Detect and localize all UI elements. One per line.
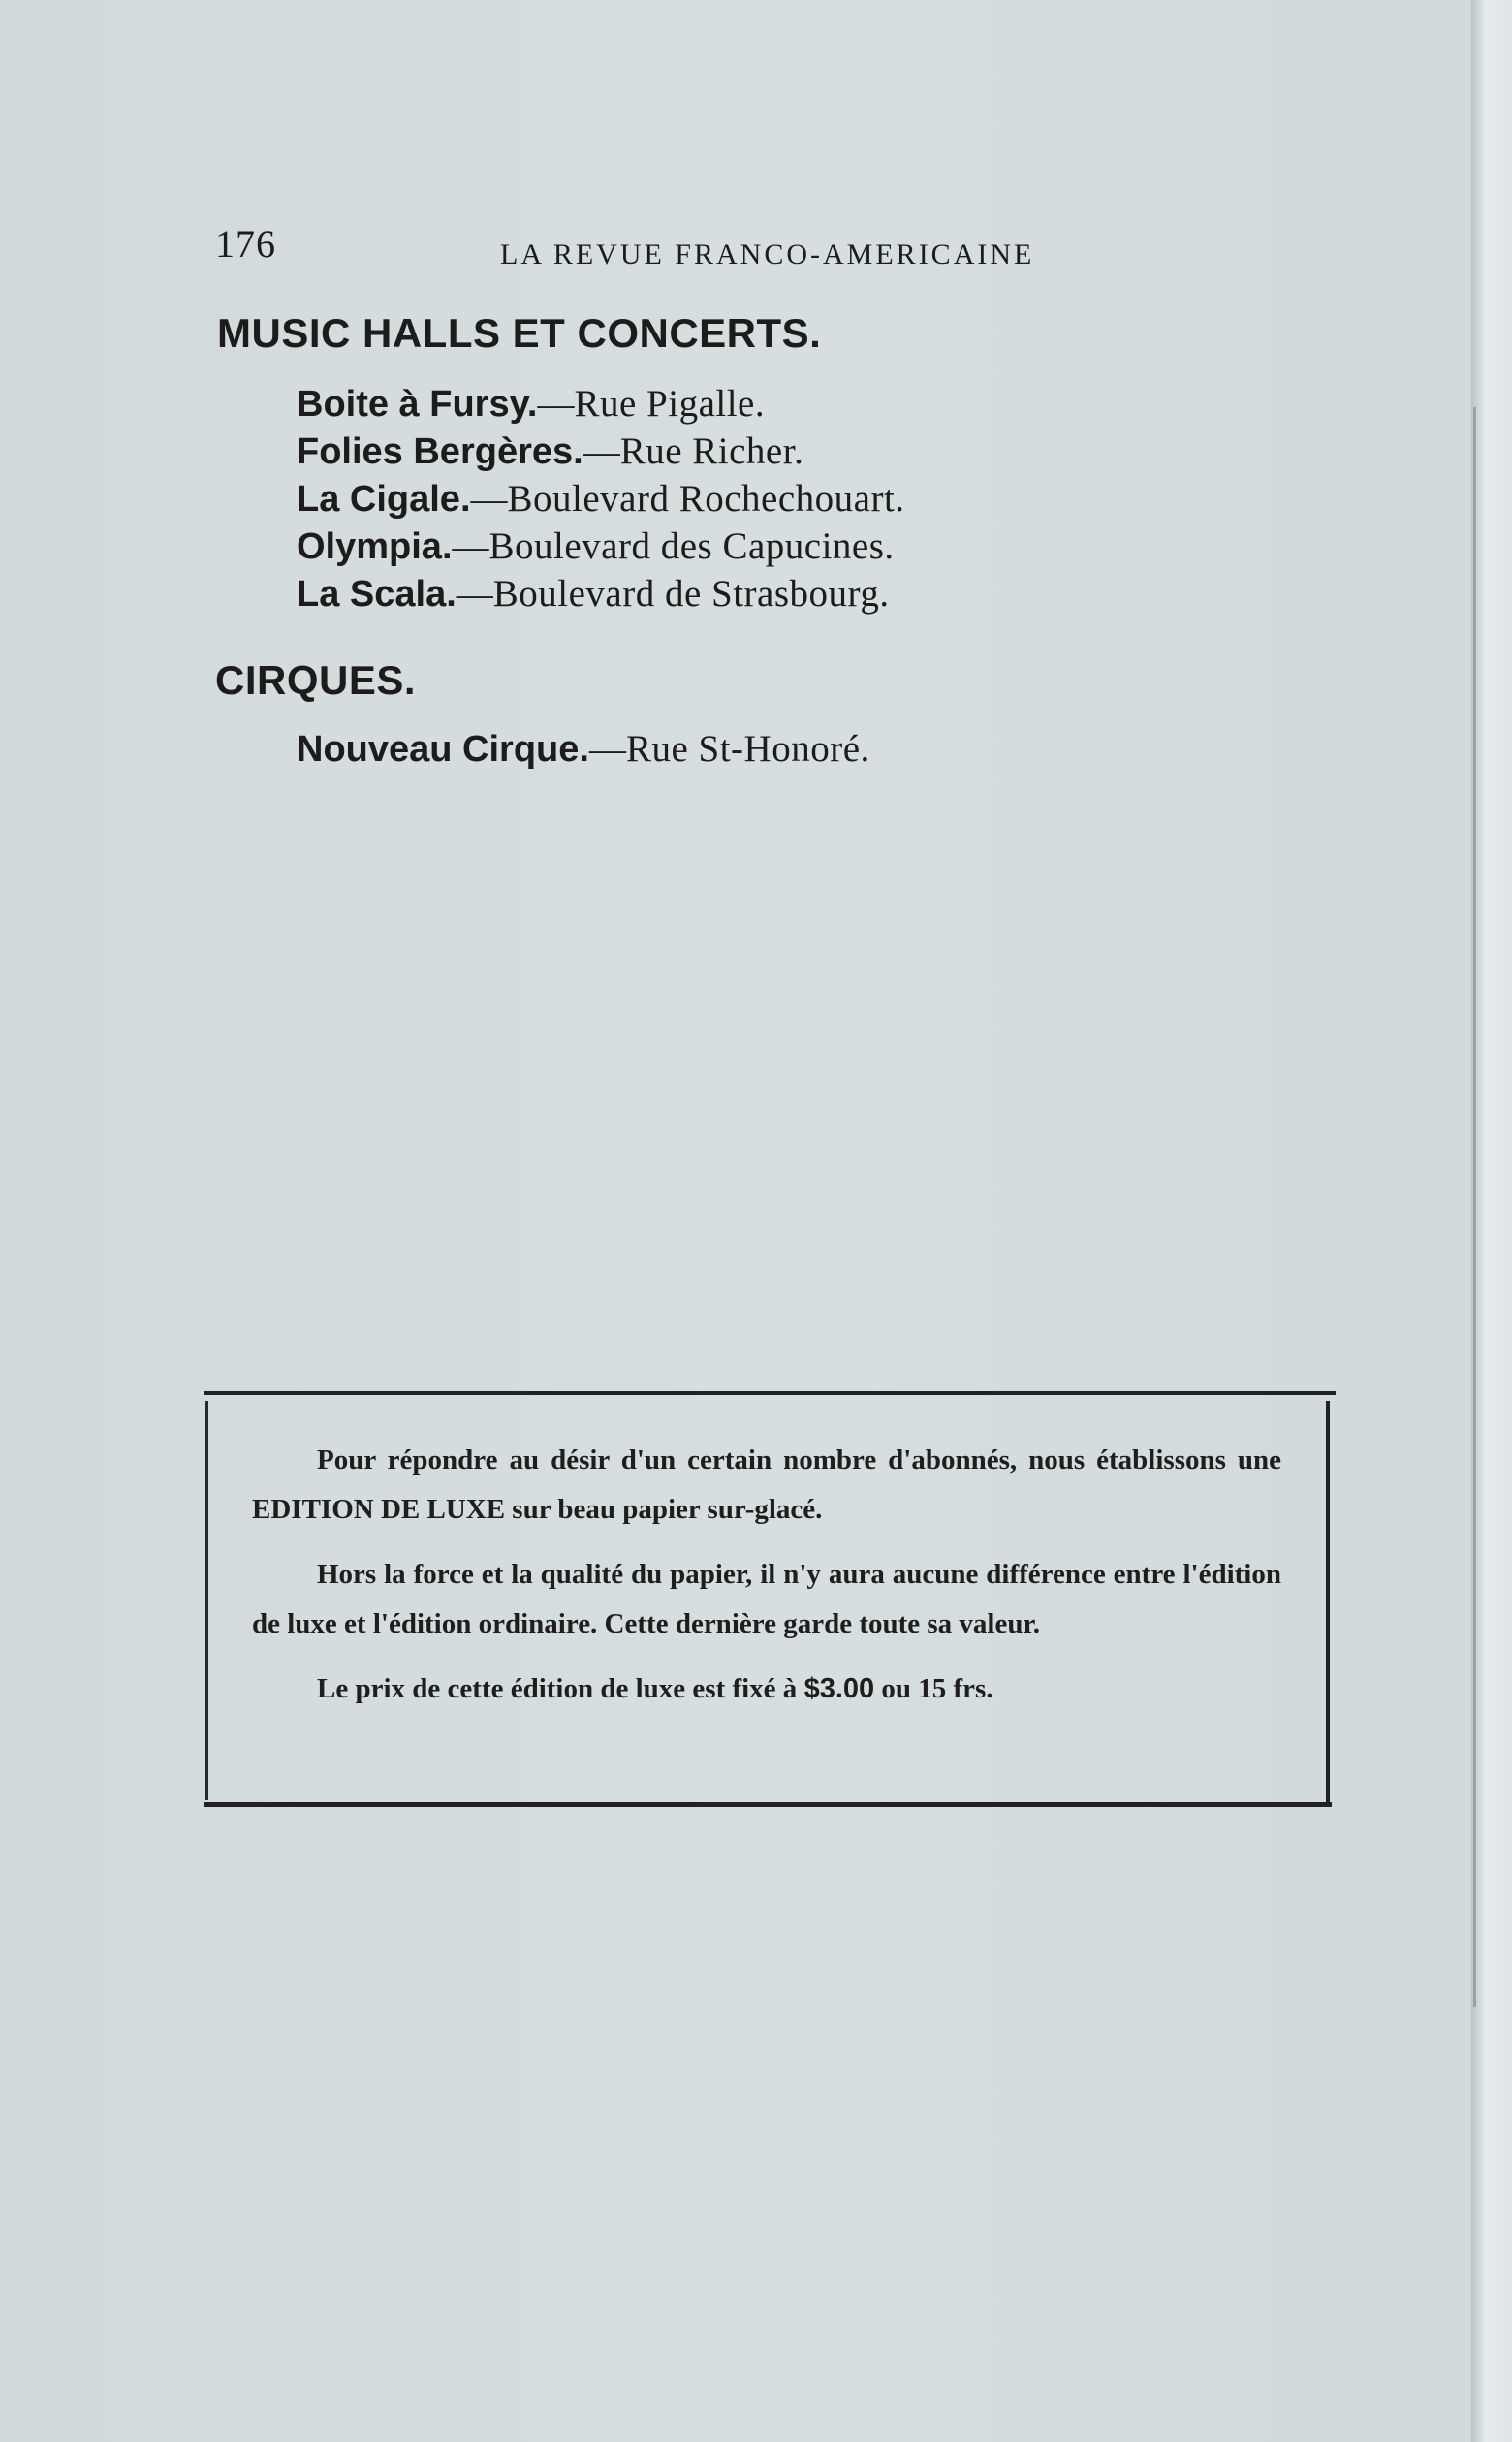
list-item [297,523,905,570]
venue-name: La Scala. [297,574,457,615]
entry-dash: — [470,479,508,520]
notice-paragraph-2: Hors la force et la qualité du papier, il n'y aura aucune différence entre l'édition de luxe et l'édition ordinaire. Cette dernière garde toute sa valeur. [252,1559,1281,1639]
list-item [297,570,905,618]
venue-name: Olympia. [297,526,453,567]
list-item [297,475,905,523]
list-item [297,725,870,773]
notice-right-border [1326,1401,1330,1804]
venue-name: Folies Bergères. [297,431,583,472]
venue-address: Boulevard des Capucines. [488,525,895,567]
venue-address: Boulevard Rochechouart. [507,478,905,520]
notice-body [252,1436,1281,1714]
price-suffix: ou 15 frs. [881,1673,993,1704]
list-item [297,428,905,475]
music-halls-list [297,380,905,618]
page-gutter [1471,0,1512,2442]
cirques-heading: CIRQUES. [215,657,417,703]
venue-name: Nouveau Cirque. [297,729,589,770]
deluxe-edition-notice [204,1391,1330,1806]
entry-dash: — [452,526,489,567]
running-title: LA REVUE FRANCO-AMERICAINE [500,238,1035,270]
notice-bottom-rule [204,1802,1332,1807]
venue-name: Boite à Fursy. [297,384,538,425]
list-item [297,380,905,428]
entry-dash: — [456,574,493,615]
entry-dash: — [537,384,575,425]
price-amount: $3.00 [803,1673,875,1704]
page-number: 176 [215,222,276,266]
entry-dash: — [588,729,626,770]
music-halls-heading: MUSIC HALLS ET CONCERTS. [217,310,822,356]
venue-name: La Cigale. [297,479,471,520]
notice-left-border [205,1401,208,1800]
venue-address: Rue Richer. [619,430,804,472]
price-prefix: Le prix de cette édition de luxe est fixé à [317,1673,798,1704]
venue-address: Rue St-Honoré. [625,728,870,770]
notice-top-rule [204,1391,1336,1395]
venue-address: Rue Pigalle. [574,383,766,425]
entry-dash: — [583,431,620,472]
gutter-edge-line [1473,407,1476,2007]
venue-address: Boulevard de Strasbourg. [492,573,890,615]
notice-price-line [252,1665,1281,1714]
notice-paragraph-1: Pour répondre au désir d'un certain nombre d'abonnés, nous établissons une EDITION DE LUXE sur beau papier sur-glacé. [252,1444,1281,1525]
cirques-list [297,725,870,773]
